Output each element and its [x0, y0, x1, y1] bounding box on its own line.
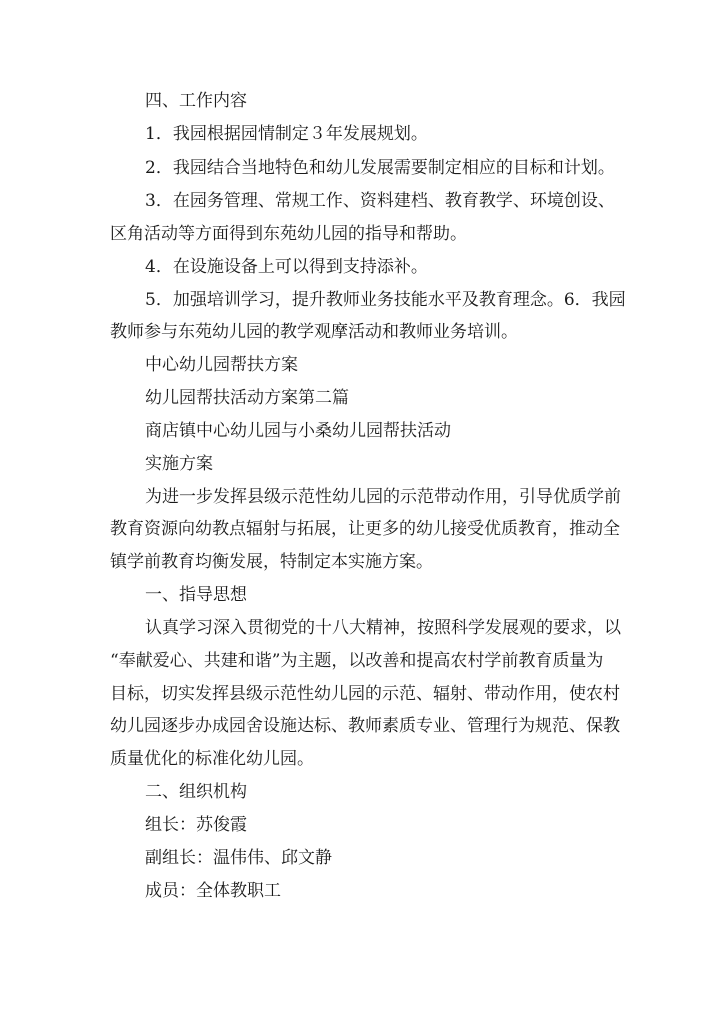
list-item: 5．加强培训学习，提升教师业务技能水平及教育理念。6．我园 [145, 290, 626, 310]
paragraph-line: 目标，切实发挥县级示范性幼儿园的示范、辐射、带动作用，使农村 [110, 684, 620, 704]
paragraph-line: 教育资源向幼教点辐射与拓展，让更多的幼儿接受优质教育，推动全 [110, 519, 620, 539]
document-subtitle: 幼儿园帮扶活动方案第二篇 [145, 388, 349, 408]
paragraph-line: “奉献爱心、共建和谐”为主题，以改善和提高农村学前教育质量为 [110, 651, 604, 671]
group-members: 成员：全体教职工 [145, 881, 281, 901]
list-item: 1．我园根据园情制定３年发展规划。 [145, 124, 428, 144]
paragraph-line: 镇学前教育均衡发展，特制定本实施方案。 [110, 552, 433, 572]
list-item-continuation: 教师参与东苑幼儿园的教学观摩活动和教师业务培训。 [110, 322, 518, 342]
section-heading-work-content: 四、工作内容 [145, 91, 247, 111]
group-leader: 组长：苏俊霞 [145, 815, 247, 835]
section-heading-organization: 二、组织机构 [145, 782, 247, 802]
list-item: 2．我园结合当地特色和幼儿发展需要制定相应的目标和计划。 [145, 158, 615, 178]
section-heading-guiding-ideology: 一、指导思想 [145, 585, 247, 605]
paragraph-line: 为进一步发挥县级示范性幼儿园的示范带动作用，引导优质学前 [145, 487, 621, 507]
list-item-continuation: 区角活动等方面得到东苑幼儿园的指导和帮助。 [110, 224, 467, 244]
list-item: 3．在园务管理、常规工作、资料建档、教育教学、环境创设、 [145, 191, 615, 211]
paragraph-line: 质量优化的标准化幼儿园。 [110, 749, 314, 769]
paragraph-line: 认真学习深入贯彻党的十八大精神，按照科学发展观的要求，以 [145, 618, 621, 638]
deputy-group-leader: 副组长：温伟伟、邱文静 [145, 848, 332, 868]
plan-title: 商店镇中心幼儿园与小桑幼儿园帮扶活动 [145, 421, 451, 441]
list-item: 4．在设施设备上可以得到支持添补。 [145, 257, 428, 277]
paragraph-line: 幼儿园逐步办成园舍设施达标、教师素质专业、管理行为规范、保教 [110, 716, 620, 736]
document-title: 中心幼儿园帮扶方案 [145, 355, 298, 375]
plan-title-continuation: 实施方案 [145, 454, 213, 474]
